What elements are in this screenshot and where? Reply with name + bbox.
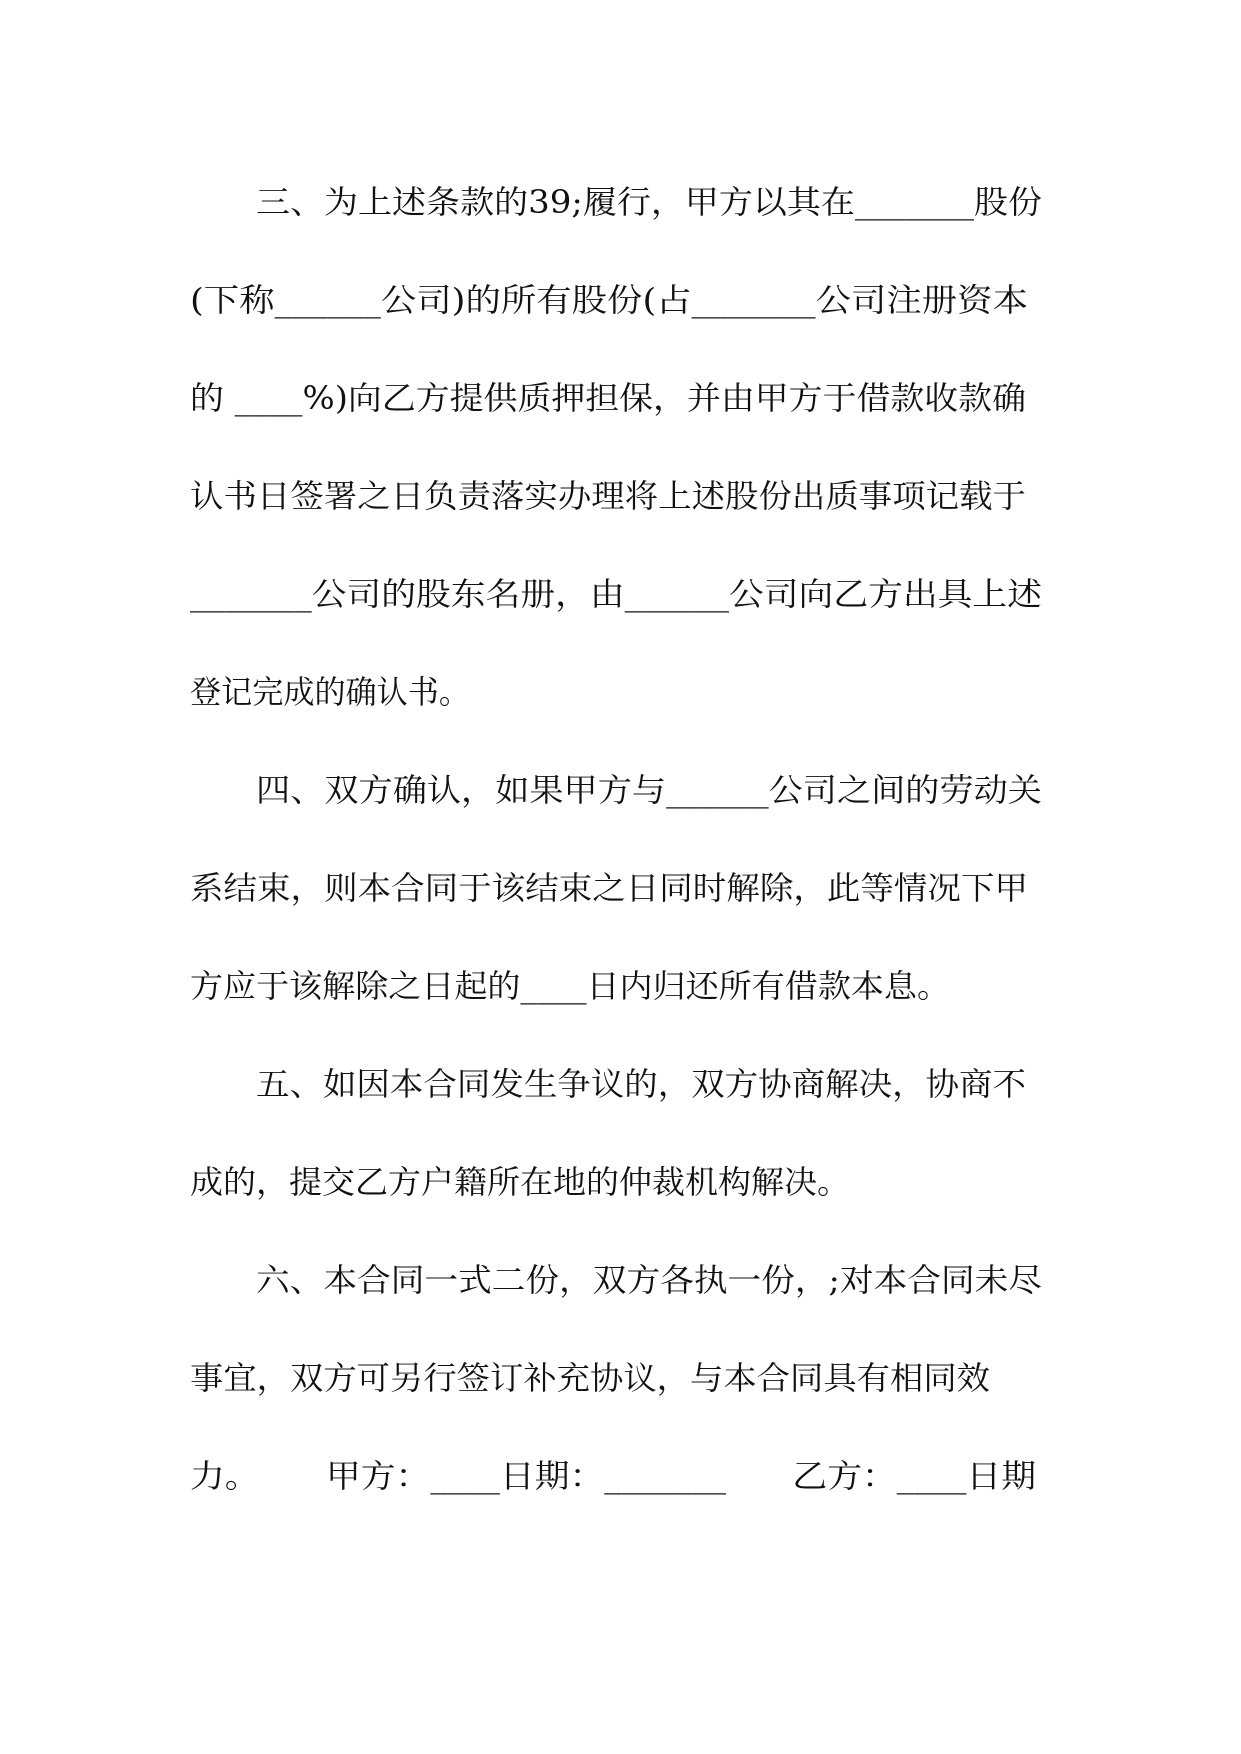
paragraph-3-line-4: 认书日签署之日负责落实办理将上述股份出质事项记载于 bbox=[190, 477, 1026, 515]
paragraph-4-line-1: 四、双方确认，如果甲方与______公司之间的劳动关 bbox=[256, 771, 1042, 809]
paragraph-6-line-2: 事宜，双方可另行签订补充协议，与本合同具有相同效 bbox=[190, 1359, 991, 1397]
paragraph-4-line-2: 系结束，则本合同于该结束之日同时解除，此等情况下甲 bbox=[190, 869, 1028, 907]
signature-line: 力。 甲方：____日期：_______ 乙方：____日期 bbox=[190, 1457, 1036, 1495]
paragraph-5-line-1: 五、如因本合同发生争议的，双方协商解决，协商不 bbox=[256, 1065, 1026, 1103]
paragraph-3-line-5: _______公司的股东名册，由______公司向乙方出具上述 bbox=[190, 575, 1042, 613]
paragraph-3-line-2: (下称______公司)的所有股份(占_______公司注册资本 bbox=[190, 281, 1028, 319]
paragraph-6-line-1: 六、本合同一式二份，双方各执一份，;对本合同未尽 bbox=[256, 1261, 1042, 1299]
paragraph-3-line-6: 登记完成的确认书。 bbox=[190, 673, 470, 711]
paragraph-4-line-3: 方应于该解除之日起的____日内归还所有借款本息。 bbox=[190, 967, 950, 1005]
paragraph-5-line-2: 成的，提交乙方户籍所在地的仲裁机构解决。 bbox=[190, 1163, 850, 1201]
paragraph-3-line-3: 的 ____%)向乙方提供质押担保，并由甲方于借款收款确 bbox=[190, 379, 1026, 417]
paragraph-3-line-1: 三、为上述条款的39;履行，甲方以其在_______股份 bbox=[256, 183, 1042, 221]
